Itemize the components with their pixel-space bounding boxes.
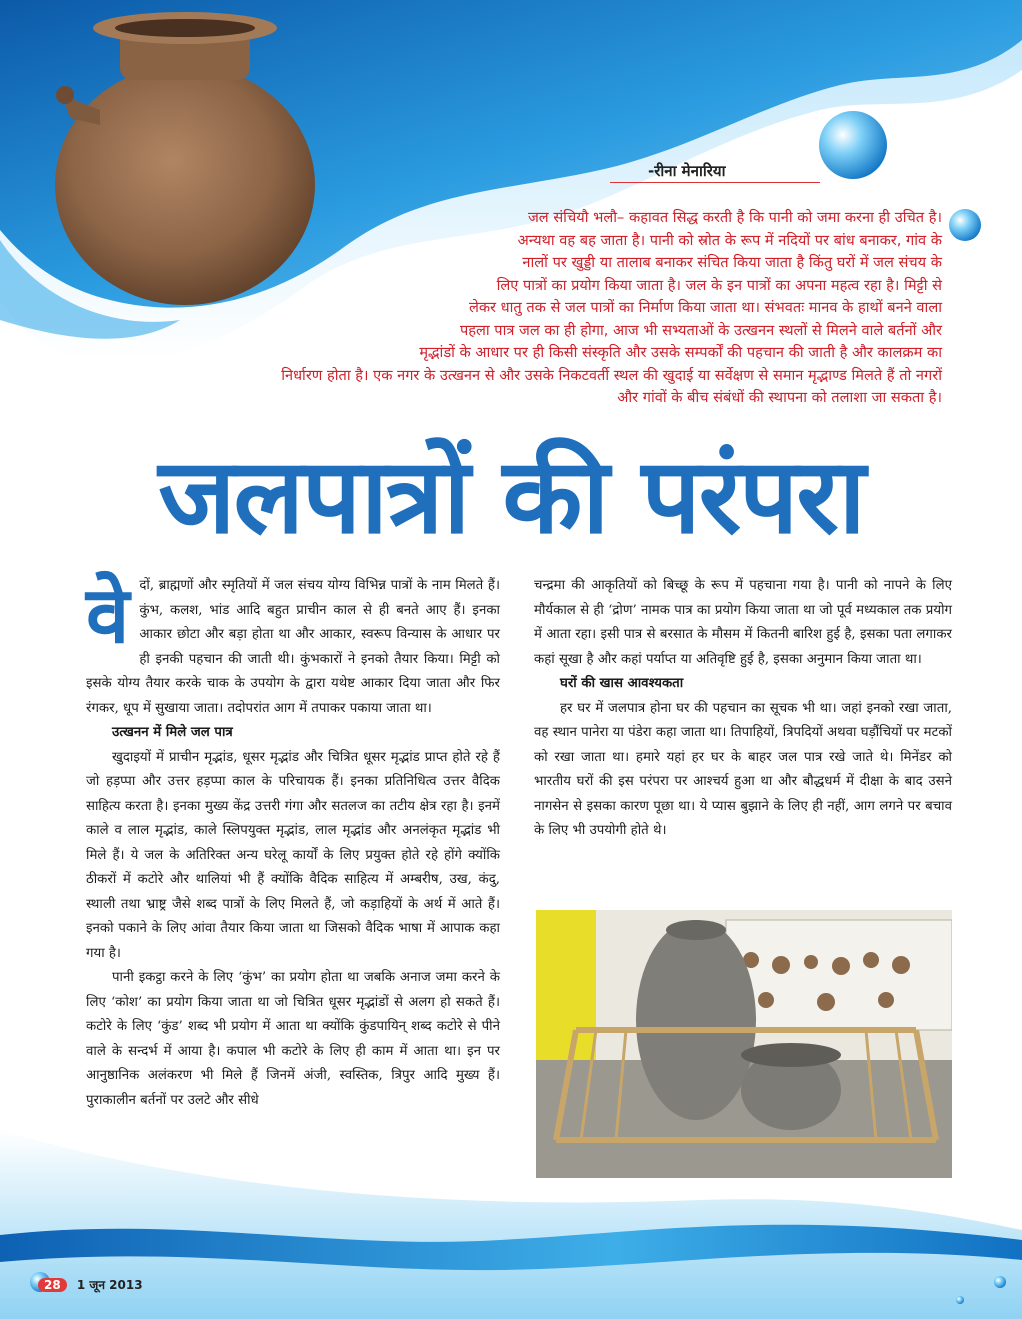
- article-title: जलपात्रों की परंपरा: [158, 435, 864, 557]
- page-number: 28: [38, 1278, 67, 1292]
- issue-date: 1 जून 2013: [76, 1278, 143, 1292]
- body-paragraph: चन्द्रमा की आकृतियों को बिच्छू के रूप में पहचाना गया है। पानी को नापने के लिए मौर्यकाल से ही ‘द्रोण’ नामक पात्र का प्रयोग किया जाता था जो पूर्व मध्यकाल तक प्रयोग में आता रहा। इसी पात्र से बरसात के मौसम में कितनी बारिश हुई है, इसका पता लगाकर कहां सूखा है और कहां पर्याप्त या अतिवृष्टि हुई है, इसका अनुमान किया जाता था।: [534, 578, 952, 667]
- body-paragraph: खुदाइयों में प्राचीन मृद्भांड, धूसर मृद्भांड और चित्रित धूसर मृद्भांड प्राप्त होते रहे हैं जो हड़प्पा और उत्तर हड़प्पा काल के परिचायक हैं। इनका प्रतिनिधित्व उत्तर वैदिक साहित्य करता है। इनका मुख्य केंद्र उत्तरी गंगा और सतलज का तटीय क्षेत्र रहा है। इनमें काले व लाल मृद्भांड, काले स्लिपयुक्त मृद्भांड, लाल मृद्भांड और अनलंकृत मृद्भांड भी मिले हैं। ये जल के अतिरिक्त अन्य घरेलू कार्यों के लिए प्रयुक्त होते रहे होंगे क्योंकि ठीकरों में कटोरे और थालियां भी हैं क्योंकि वैदिक साहित्य में अम्बरीष, उख, कंदु, स्थाली तथा भ्राष्ट्र जैसे शब्द पात्रों के लिए मिलते हैं, जो कड़ाहियों के अर्थ में आते हैं। इनको पकाने के लिए आंवा तैयार किया जाता था जिसको वैदिक भाषा में आपाक कहा गया है।: [86, 749, 500, 961]
- body-paragraph: पानी इकट्ठा करने के लिए ‘कुंभ’ का प्रयोग होता था जबकि अनाज जमा करने के लिए ‘कोश’ का प्रयोग किया जाता था जो चित्रित धूसर मृद्भांडों से अलग हो सकते हैं। कटोरे के लिए ‘कुंड’ शब्द भी प्रयोग में आता था क्योंकि कुंडपायिन् शब्द कटोरे से पीने वाले के सन्दर्भ में आया है। कपाल भी कटोरे के लिए ही काम में आता था। इन पर आनुष्ठानिक अलंकरण भी मिले हैं जिनमें अंजी, स्वस्तिक, त्रिपुर आदि मुख्य हैं। पुराकालीन बर्तनों पर उलटे और सीधे: [86, 970, 500, 1108]
- intro-line: अन्यथा वह बह जाता है। पानी को स्रोत के रूप में नदियों पर बांध बनाकर, गांव के: [517, 231, 942, 249]
- intro-line: जल संचियौ भलौ– कहावत सिद्ध करती है कि पानी को जमा करना ही उचित है।: [527, 209, 942, 226]
- article-column-left: [86, 571, 500, 1113]
- author-byline: -रीना मेनारिया: [648, 162, 726, 180]
- intro-line: लेकर धातु तक से जल पात्रों का निर्माण किया जाता था। संभवतः मानव के हाथों बनने वाला: [468, 299, 942, 316]
- section-heading: घरों की खास आवश्यकता: [560, 676, 684, 691]
- intro-line: और गांवों के बीच संबंधों की स्थापना को तलाशा जा सकता है।: [617, 389, 942, 406]
- byline-rule: [610, 182, 820, 183]
- page-footer: [38, 1276, 143, 1293]
- intro-line: निर्धारण होता है। एक नगर के उत्खनन से और उसके निकटवर्ती स्थल की खुदाई या सर्वेक्षण से समान मृद्भाण्ड मिलते हैं तो नगरों: [281, 366, 942, 384]
- intro-line: पहला पात्र जल का ही होगा, आज भी सभ्यताओं के उत्खनन स्थलों से मिलने वाले बर्तनों और: [459, 321, 942, 339]
- article-column-right: [534, 574, 952, 844]
- body-paragraph: दों, ब्राह्मणों और स्मृतियों में जल संचय योग्य विभिन्न पात्रों के नाम मिलते हैं। कुंभ, कलश, भांड आदि बहुत प्राचीन काल से ही बनते आए हैं। इनका आकार छोटा और बड़ा होता था और आकार, स्वरूप विन्यास के आधार पर ही इनकी पहचान की जाती थी। कुंभकारों ने इनको तैयार किया। मिट्टी को इसके योग्य तैयार करके चाक के उपयोग के द्वारा यथेष्ट आकार दिया जाता और फिर रंगकर, धूप में सुखाया जाता। तदोपरांत आग में तपाकर पकाया जाता था।: [86, 578, 500, 716]
- drop-cap: वे: [86, 571, 130, 661]
- intro-paragraph: [62, 207, 942, 410]
- intro-line: नालों पर खुड्डी या तालाब बनाकर संचित किया जाता है किंतु घरों में जल संचय के: [522, 254, 942, 271]
- intro-line: मृद्भांडों के आधार पर ही किसी संस्कृति और उसके सम्पर्कों की पहचान की जाती है और कालक्रम का: [419, 344, 942, 361]
- museum-jars-photo: [536, 910, 952, 1178]
- body-paragraph: हर घर में जलपात्र होना घर की पहचान का सूचक भी था। जहां इनको रखा जाता, वह स्थान पानेरा या पंडेरा कहा जाता था। तिपाहियों, त्रिपदियों अथवा घड़ौंचियों पर मटकों को रखा जाता था। हमारे यहां हर घर के बाहर जल पात्र रखे जाते थे। मिनेंडर को भारतीय घरों की इस परंपरा पर आश्चर्य हुआ था और बौद्धधर्म में दीक्षा के बाद उसने नागसेन से इसका कारण पूछा था। ये प्यास बुझाने के लिए ही नहीं, आग लगने पर बचाव के लिए भी उपयोगी होते थे।: [534, 700, 952, 838]
- intro-line: लिए पात्रों का प्रयोग किया जाता है। जल के इन पात्रों का अपना महत्व रहा है। मिट्टी से: [496, 276, 942, 294]
- section-heading: उत्खनन में मिले जल पात्र: [112, 725, 233, 740]
